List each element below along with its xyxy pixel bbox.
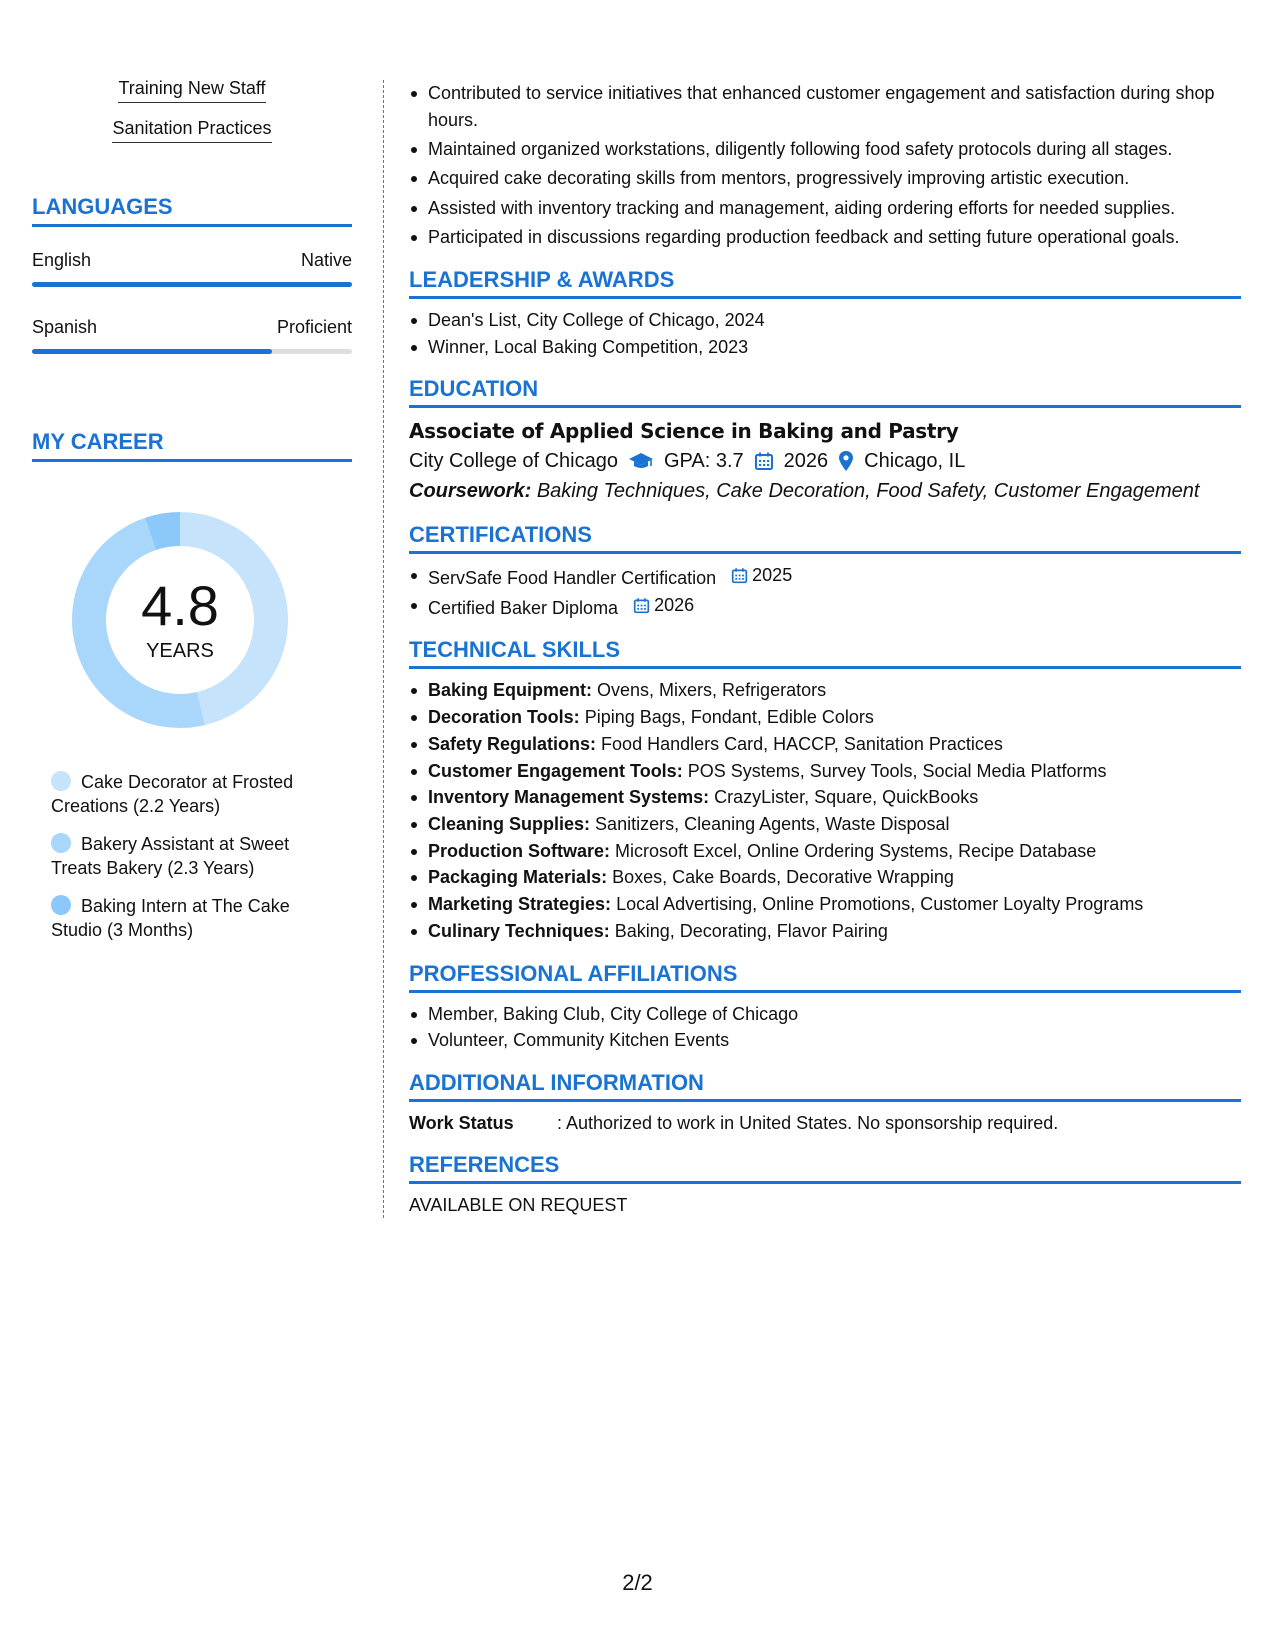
certification-name: Certified Baker Diploma (428, 597, 619, 618)
education-heading: EDUCATION (409, 376, 1241, 408)
info-label: Work Status (409, 1112, 514, 1133)
additional-info-section (409, 1070, 1241, 1136)
list-item (409, 677, 1241, 704)
list-item (409, 838, 1241, 865)
main-column (409, 80, 1241, 1218)
career-total-years: 4.8 (141, 573, 219, 637)
list-item: Winner, Local Baking Competition, 2023 (409, 334, 1241, 361)
legend-dot (51, 895, 71, 915)
coursework (409, 476, 1241, 506)
leadership-section (409, 267, 1241, 360)
skill-value: Baking, Decorating, Flavor Pairing (614, 920, 888, 941)
list-item (409, 811, 1241, 838)
list-item: Member, Baking Club, City College of Chicago (409, 1001, 1241, 1028)
skill-label: Cleaning Supplies: (428, 813, 591, 834)
technical-skills-heading: TECHNICAL SKILLS (409, 637, 1241, 669)
skill-tag: Sanitation Practices (112, 118, 271, 143)
language-level: Native (300, 250, 352, 270)
career-heading: MY CAREER (32, 429, 352, 462)
language-bar-fill (32, 349, 272, 354)
education-meta (409, 446, 1241, 476)
career-item (51, 770, 331, 818)
career-item-text: Baking Intern at The Cake Studio (3 Months) (51, 896, 290, 940)
list-item (409, 731, 1241, 758)
list-item (409, 864, 1241, 891)
calendar-icon (754, 451, 774, 471)
map-pin-icon (838, 450, 854, 472)
sidebar (32, 78, 352, 956)
skill-label: Culinary Techniques: (428, 920, 610, 941)
skill-value: Boxes, Cake Boards, Decorative Wrapping (612, 867, 954, 888)
page-number: 2/2 (622, 1570, 653, 1595)
career-donut-chart (65, 505, 295, 735)
skills-list (409, 677, 1241, 944)
skill-value: Local Advertising, Online Promotions, Customer Loyalty Programs (616, 894, 1144, 915)
language-name: Spanish (32, 317, 98, 337)
affiliations-section (409, 961, 1241, 1054)
language-name: English (32, 250, 92, 270)
list-item (409, 592, 1241, 622)
skill-value: CrazyLister, Square, QuickBooks (714, 787, 979, 808)
school-name: City College of Chicago (409, 450, 618, 473)
degree-title: Associate of Applied Science in Baking and Pastry (409, 419, 959, 444)
list-item: Dean's List, City College of Chicago, 2024 (409, 307, 1241, 334)
skill-tag: Training New Staff (118, 78, 265, 103)
career-item (51, 832, 331, 880)
languages-section (32, 194, 352, 354)
skill-label: Production Software: (428, 840, 611, 861)
language-bar-fill (32, 282, 352, 287)
technical-skills-section (409, 637, 1241, 944)
donut-center (65, 505, 295, 735)
affiliations-heading: PROFESSIONAL AFFILIATIONS (409, 961, 1241, 993)
gpa: GPA: 3.7 (664, 450, 744, 473)
language-row (32, 317, 352, 338)
list-item (409, 918, 1241, 945)
skill-label: Packaging Materials: (428, 867, 608, 888)
list-item: Participated in discussions regarding production feedback and setting future operational goals. (409, 224, 1241, 251)
career-total-unit: YEARS (146, 639, 214, 662)
list-item (409, 758, 1241, 785)
leadership-heading: LEADERSHIP & AWARDS (409, 267, 1241, 299)
language-level: Proficient (276, 317, 352, 337)
certification-name: ServSafe Food Handler Certification (428, 568, 717, 589)
career-section (32, 429, 352, 942)
skill-label: Marketing Strategies: (428, 894, 612, 915)
education-section (409, 376, 1241, 506)
career-item-text: Cake Decorator at Frosted Creations (2.2 Years) (51, 772, 294, 816)
coursework-text: Baking Techniques, Cake Decoration, Food Safety, Customer Engagement (536, 480, 1200, 503)
list-item: Contributed to service initiatives that enhanced customer engagement and satisfaction during shop hours. (409, 80, 1241, 133)
info-value: : Authorized to work in United States. No sponsorship required. (557, 1112, 1059, 1133)
skill-label: Customer Engagement Tools: (428, 760, 683, 781)
experience-bullets (409, 80, 1241, 251)
list-item: Assisted with inventory tracking and management, aiding ordering efforts for needed supplies. (409, 195, 1241, 222)
list-item (409, 784, 1241, 811)
list-item: Acquired cake decorating skills from mentors, progressively improving artistic execution. (409, 165, 1241, 192)
language-bar (32, 282, 352, 287)
references-text: AVAILABLE ON REQUEST (409, 1194, 628, 1215)
coursework-label: Coursework: (409, 480, 532, 503)
list-item: Maintained organized workstations, diligently following food safety protocols during all stages. (409, 136, 1241, 163)
legend-dot (51, 771, 71, 791)
career-item (51, 894, 331, 942)
school-location: Chicago, IL (864, 450, 966, 473)
calendar-icon (633, 597, 650, 614)
languages-heading: LANGUAGES (32, 194, 352, 227)
language-row (32, 250, 352, 271)
references-section (409, 1152, 1241, 1218)
column-divider (383, 80, 384, 1218)
skill-value: Piping Bags, Fondant, Edible Colors (584, 707, 874, 728)
list-item (409, 562, 1241, 592)
certifications-section (409, 522, 1241, 621)
skill-value: Microsoft Excel, Online Ordering Systems, Recipe Database (615, 840, 1097, 861)
skill-label: Baking Equipment: (428, 680, 593, 701)
skill-label: Safety Regulations: (428, 733, 597, 754)
skill-value: Sanitizers, Cleaning Agents, Waste Disposal (595, 813, 950, 834)
legend-dot (51, 833, 71, 853)
graduation-cap-icon (628, 451, 654, 471)
skill-value: Ovens, Mixers, Refrigerators (597, 680, 827, 701)
language-bar (32, 349, 352, 354)
skill-value: Food Handlers Card, HACCP, Sanitation Practices (601, 733, 1003, 754)
career-item-text: Bakery Assistant at Sweet Treats Bakery (2.3 Years) (51, 834, 290, 878)
skill-value: POS Systems, Survey Tools, Social Media Platforms (687, 760, 1107, 781)
references-heading: REFERENCES (409, 1152, 1241, 1184)
info-row (409, 1110, 1241, 1136)
skill-label: Decoration Tools: (428, 707, 580, 728)
career-list (51, 770, 331, 942)
additional-info-heading: ADDITIONAL INFORMATION (409, 1070, 1241, 1102)
list-item (409, 704, 1241, 731)
certifications-heading: CERTIFICATIONS (409, 522, 1241, 554)
list-item (409, 891, 1241, 918)
calendar-icon (731, 567, 748, 584)
graduation-year: 2026 (783, 450, 829, 473)
certification-year: 2025 (752, 565, 793, 586)
skill-tags (32, 78, 352, 143)
certification-year: 2026 (654, 594, 695, 615)
skill-label: Inventory Management Systems: (428, 787, 710, 808)
list-item: Volunteer, Community Kitchen Events (409, 1027, 1241, 1054)
